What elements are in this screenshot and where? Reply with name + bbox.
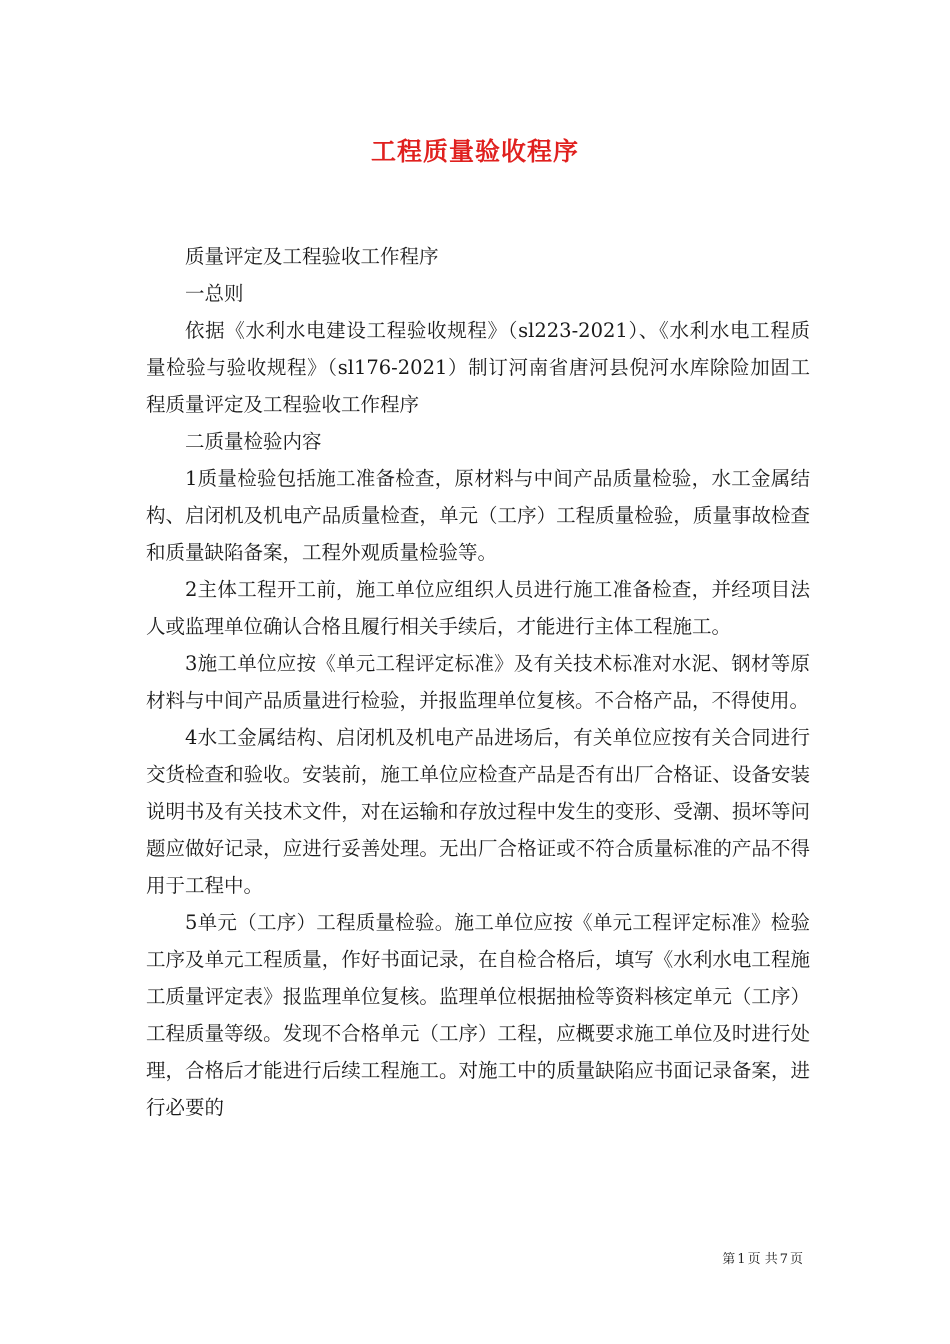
footer-prefix: 第 [722,1252,736,1267]
footer-suffix: 页 [789,1252,803,1267]
paragraph: 3施工单位应按《单元工程评定标准》及有关技术标准对水泥、钢材等原材料与中间产品质量进行检验，并报监理单位复核。不合格产品，不得使用。 [146,652,810,712]
paragraph: 5单元（工序）工程质量检验。施工单位应按《单元工程评定标准》检验工序及单元工程质量，作好书面记录，在自检合格后，填写《水利水电工程施工质量评定表》报监理单位复核。监理单位根据抽检等资料核定单元（工序）工程质量等级。发现不合格单元（工序）工程，应概要求施工单位及时进行处理，合格后才能进行后续工程施工。对施工中的质量缺陷应书面记录备案，进行必要的 [146,911,810,1119]
document-body [146,238,810,1126]
footer-middle: 页 共 [747,1252,778,1267]
paragraph: 4水工金属结构、启闭机及机电产品进场后，有关单位应按有关合同进行交货检查和验收。安装前，施工单位应检查产品是否有出厂合格证、设备安装说明书及有关技术文件，对在运输和存放过程中发生的变形、受潮、损坏等问题应做好记录，应进行妥善处理。无出厂合格证或不符合质量标准的产品不得用于工程中。 [146,726,810,897]
paragraph: 依据《水利水电建设工程验收规程》（sl223-2021）、《水利水电工程质量检验与验收规程》（sl176-2021）制订河南省唐河县倪河水库除险加固工程质量评定及工程验收工作程序 [146,319,810,416]
document-title: 工程质量验收程序 [370,137,579,166]
paragraph: 1质量检验包括施工准备检查，原材料与中间产品质量检验，水工金属结构、启闭机及机电产品质量检查，单元（工序）工程质量检验，质量事故检查和质量缺陷备案，工程外观质量检验等。 [146,467,810,564]
paragraph: 二质量检验内容 [185,430,322,453]
total-page-count: 7 [779,1252,788,1267]
paragraph: 2主体工程开工前，施工单位应组织人员进行施工准备检查，并经项目法人或监理单位确认合格且履行相关手续后，才能进行主体工程施工。 [146,578,810,638]
paragraph: 质量评定及工程验收工作程序 [185,245,439,268]
page-number-footer [721,1248,804,1267]
current-page-number: 1 [737,1252,746,1267]
paragraph: 一总则 [185,282,244,305]
